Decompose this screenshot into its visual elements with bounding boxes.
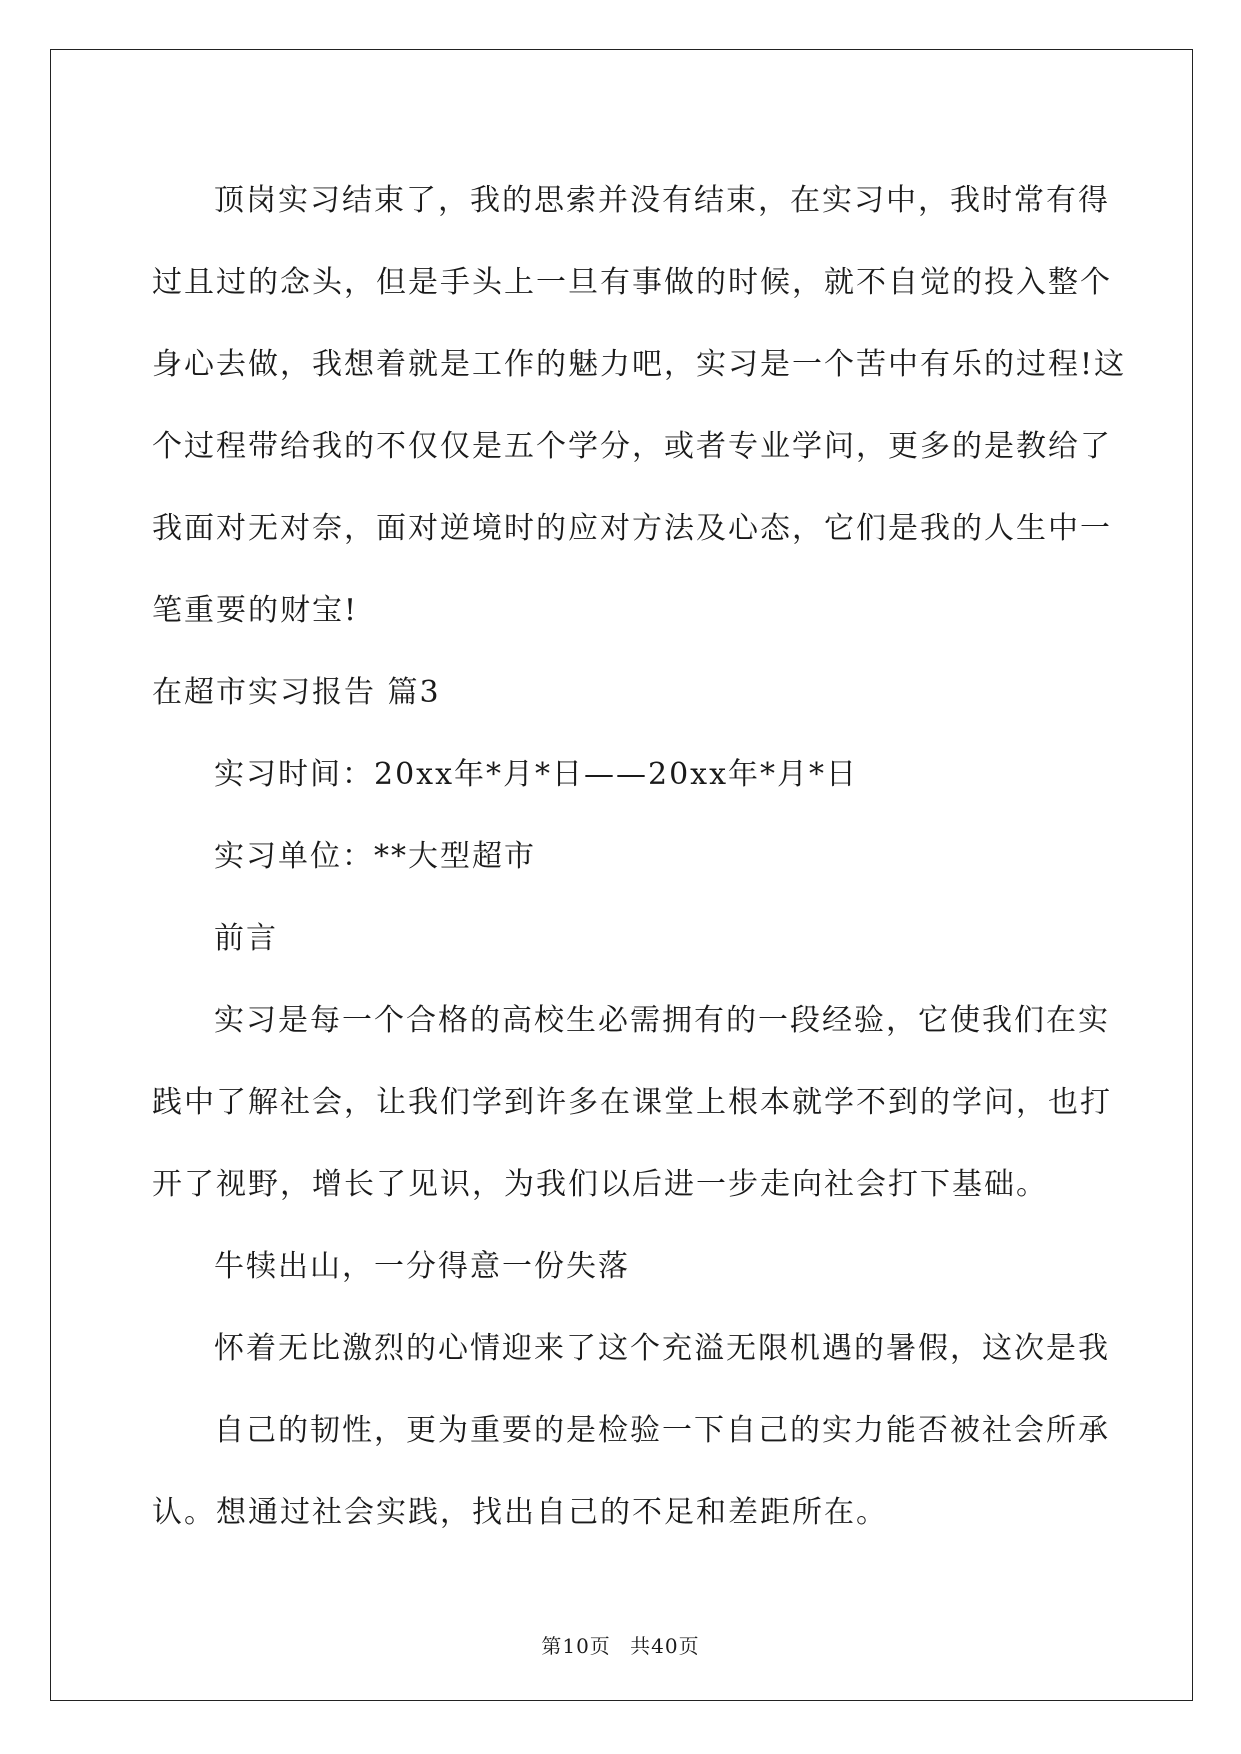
preface-heading: 前言 bbox=[214, 921, 278, 956]
internship-time: 实习时间：20xx年*月*日——20xx年*月*日 bbox=[214, 757, 859, 792]
paragraph-line: 实习是每一个合格的高校生必需拥有的一段经验，它使我们在实 bbox=[214, 1003, 1110, 1038]
document-body bbox=[152, 160, 1127, 1554]
paragraph-line: 我面对无对奈，面对逆境时的应对方法及心态，它们是我的人生中一 bbox=[152, 511, 1112, 546]
section-heading: 在超市实习报告 篇3 bbox=[152, 675, 441, 710]
paragraph-line: 笔重要的财宝! bbox=[152, 593, 359, 628]
subsection-heading: 牛犊出山，一分得意一份失落 bbox=[214, 1249, 630, 1284]
paragraph-line: 怀着无比激烈的心情迎来了这个充溢无限机遇的暑假，这次是我 bbox=[214, 1331, 1110, 1366]
paragraph-line: 顶岗实习结束了，我的思索并没有结束，在实习中，我时常有得 bbox=[214, 183, 1110, 218]
page-total: 共40页 bbox=[630, 1634, 700, 1658]
paragraph-line: 过且过的念头，但是手头上一旦有事做的时候，就不自觉的投入整个 bbox=[152, 265, 1112, 300]
paragraph-line: 开了视野，增长了见识，为我们以后进一步走向社会打下基础。 bbox=[152, 1167, 1048, 1202]
internship-unit: 实习单位：**大型超市 bbox=[214, 839, 536, 874]
page-number: 第10页 bbox=[541, 1634, 611, 1658]
paragraph-line: 身心去做，我想着就是工作的魅力吧，实习是一个苦中有乐的过程!这 bbox=[152, 347, 1127, 382]
paragraph-line: 自己的韧性，更为重要的是检验一下自己的实力能否被社会所承 bbox=[214, 1413, 1110, 1448]
paragraph-line: 践中了解社会，让我们学到许多在课堂上根本就学不到的学问，也打 bbox=[152, 1085, 1112, 1120]
paragraph-line: 个过程带给我的不仅仅是五个学分，或者专业学问，更多的是教给了 bbox=[152, 429, 1112, 464]
page-footer bbox=[0, 1630, 1241, 1659]
paragraph-line: 认。想通过社会实践，找出自己的不足和差距所在。 bbox=[152, 1495, 888, 1530]
